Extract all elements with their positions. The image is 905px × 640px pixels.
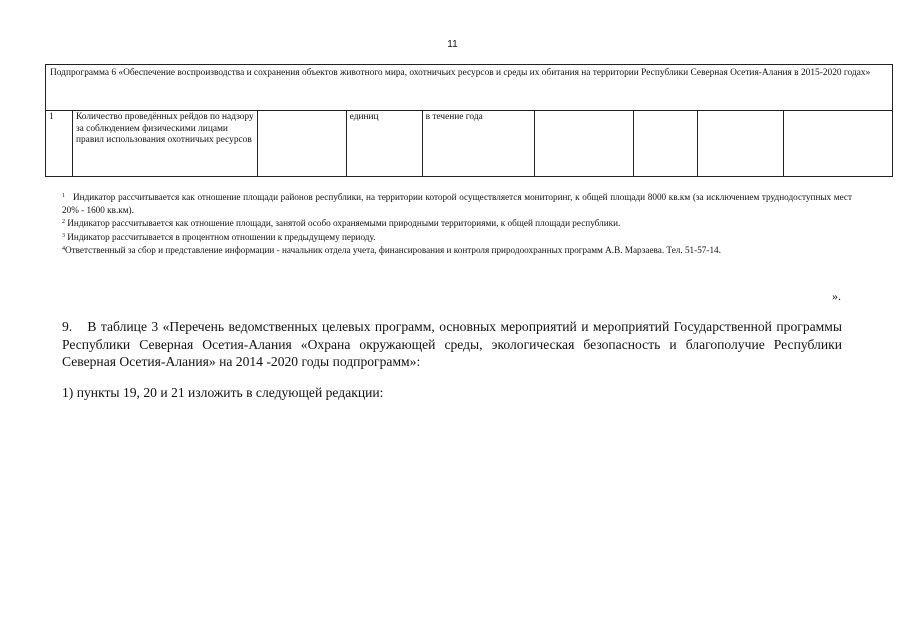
paragraph-text: В таблице 3 «Перечень ведомственных целевых программ, основных мероприятий и мероприятий Государственной программы Республики Северная Осетия-Алания «Охрана окружающей среды, экологическая безопасность и благополучие Республики Северная Осетия-Алания» на 2014 -2020 годы подпрограмм»: [62, 319, 842, 369]
footnote-4 [62, 243, 852, 257]
empty-cell [257, 111, 346, 177]
footnote-text: Индикатор рассчитывается как отношение площади районов республики, на территории которой осуществляется мониторинг, к общей площади 8000 кв.км (за исключением труднодоступных мест 20% - 1600 кв.км). [62, 192, 853, 215]
subprogram-title: Подпрограмма 6 «Обеспечение воспроизводства и сохранения объектов животного мира, охотничьих ресурсов и среды их обитания на территории Республики Северная Осетия-Алания в 2015-2020 годах» [46, 65, 893, 111]
table-row [46, 111, 893, 177]
unit-cell: единиц [346, 111, 422, 177]
subprogram-header-row [46, 65, 893, 111]
closing-quote: ». [832, 289, 841, 303]
footnote-mark: 3 [62, 232, 65, 239]
paragraph-number: 9. [62, 319, 73, 334]
footnote-text: Ответственный за сбор и представление информации - начальник отдела учета, финансирования и контроля природоохранных программ А.В. Марзаева. Тел. 51-57-14. [65, 245, 721, 255]
footnotes [62, 190, 852, 257]
empty-cell [784, 111, 893, 177]
indicator-name: Количество проведённых рейдов по надзору за соблюдением физическими лицами правил использования охотничьих ресурсов [72, 111, 257, 177]
empty-cell [535, 111, 634, 177]
footnote-mark: 1 [62, 193, 65, 199]
footnote-text: Индикатор рассчитывается в процентном отношении к предыдущему периоду. [67, 231, 376, 242]
page-number: 11 [447, 39, 458, 50]
footnote-mark: 4 [62, 246, 65, 252]
footnote-1 [62, 190, 852, 216]
paragraph-9 [62, 318, 842, 371]
footnote-3 [62, 230, 852, 244]
footnote-2 [62, 216, 852, 230]
empty-cell [698, 111, 784, 177]
subprogram-table [45, 64, 893, 177]
row-number: 1 [46, 111, 73, 177]
footnote-text: Индикатор рассчитывается как отношение площади, занятой особо охраняемыми природными территориями, к общей площади республики. [67, 218, 621, 228]
point-1: 1) пункты 19, 20 и 21 изложить в следующей редакции: [62, 385, 384, 400]
empty-cell [634, 111, 698, 177]
footnote-mark: 2 [62, 219, 65, 225]
period-cell: в течение года [422, 111, 535, 177]
